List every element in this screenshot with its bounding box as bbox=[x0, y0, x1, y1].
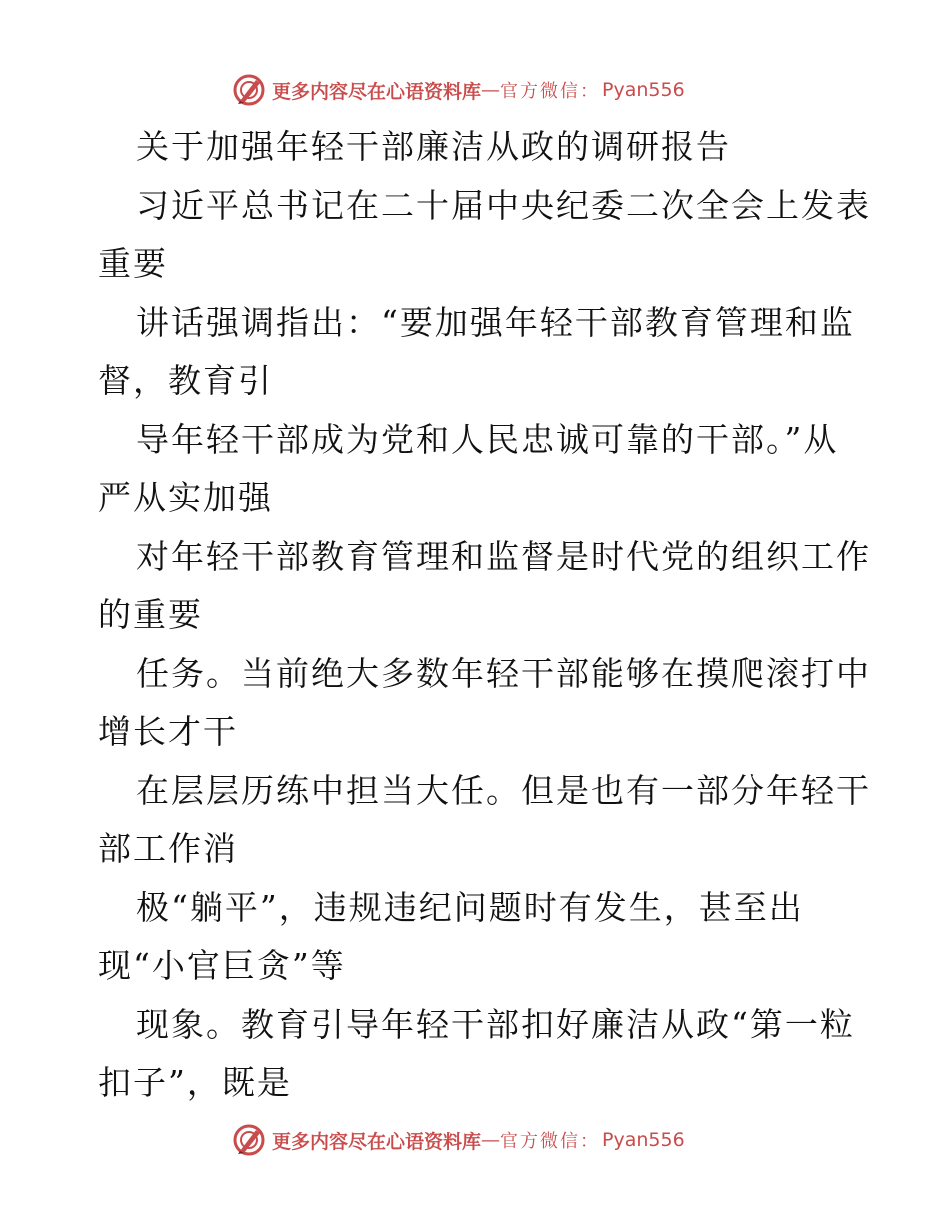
pen-logo-icon bbox=[232, 73, 266, 107]
footer-banner bbox=[232, 1123, 685, 1157]
document-title: 关于加强年轻干部廉洁从政的调研报告 bbox=[136, 127, 731, 166]
paragraph-line: 在层层历练中担当大任。但是也有一部分年轻干 bbox=[136, 770, 871, 810]
banner-title: 更多内容尽在心语资料库 bbox=[272, 1130, 482, 1153]
header-banner bbox=[232, 73, 685, 107]
paragraph-line: 现“小官巨贪”等 bbox=[98, 946, 346, 985]
paragraph-line: 重要 bbox=[98, 244, 168, 283]
paragraph-line: 对年轻干部教育管理和监督是时代党的组织工作 bbox=[136, 536, 871, 576]
paragraph-line: 增长才干 bbox=[98, 712, 238, 751]
paragraph-line: 讲话强调指出：“要加强年轻干部教育管理和监 bbox=[136, 302, 855, 342]
paragraph-line: 严从实加强 bbox=[98, 478, 273, 517]
banner-wechat-label: 官方微信： bbox=[500, 81, 601, 102]
banner-title: 更多内容尽在心语资料库 bbox=[272, 80, 482, 103]
banner-dash: — bbox=[481, 1129, 501, 1151]
document-body bbox=[98, 118, 871, 1113]
paragraph-line: 扣子”，既是 bbox=[98, 1063, 292, 1102]
paragraph-line: 督，教育引 bbox=[98, 361, 273, 400]
paragraph-line: 部工作消 bbox=[98, 829, 238, 868]
paragraph-line: 导年轻干部成为党和人民忠诚可靠的干部。”从 bbox=[136, 419, 839, 459]
paragraph-line: 极“躺平”，违规违纪问题时有发生，甚至出 bbox=[136, 887, 804, 927]
paragraph-line: 习近平总书记在二十届中央纪委二次全会上发表 bbox=[136, 185, 871, 225]
paragraph-line: 任务。当前绝大多数年轻干部能够在摸爬滚打中 bbox=[136, 653, 871, 693]
pen-logo-icon bbox=[232, 1123, 266, 1157]
paragraph-line: 现象。教育引导年轻干部扣好廉洁从政“第一粒 bbox=[136, 1004, 855, 1044]
banner-wechat-id: Pyan556 bbox=[602, 1129, 685, 1151]
banner-dash: — bbox=[481, 79, 501, 101]
banner-wechat-id: Pyan556 bbox=[602, 79, 685, 101]
paragraph-line: 的重要 bbox=[98, 595, 203, 634]
banner-wechat-label: 官方微信： bbox=[500, 1131, 601, 1152]
